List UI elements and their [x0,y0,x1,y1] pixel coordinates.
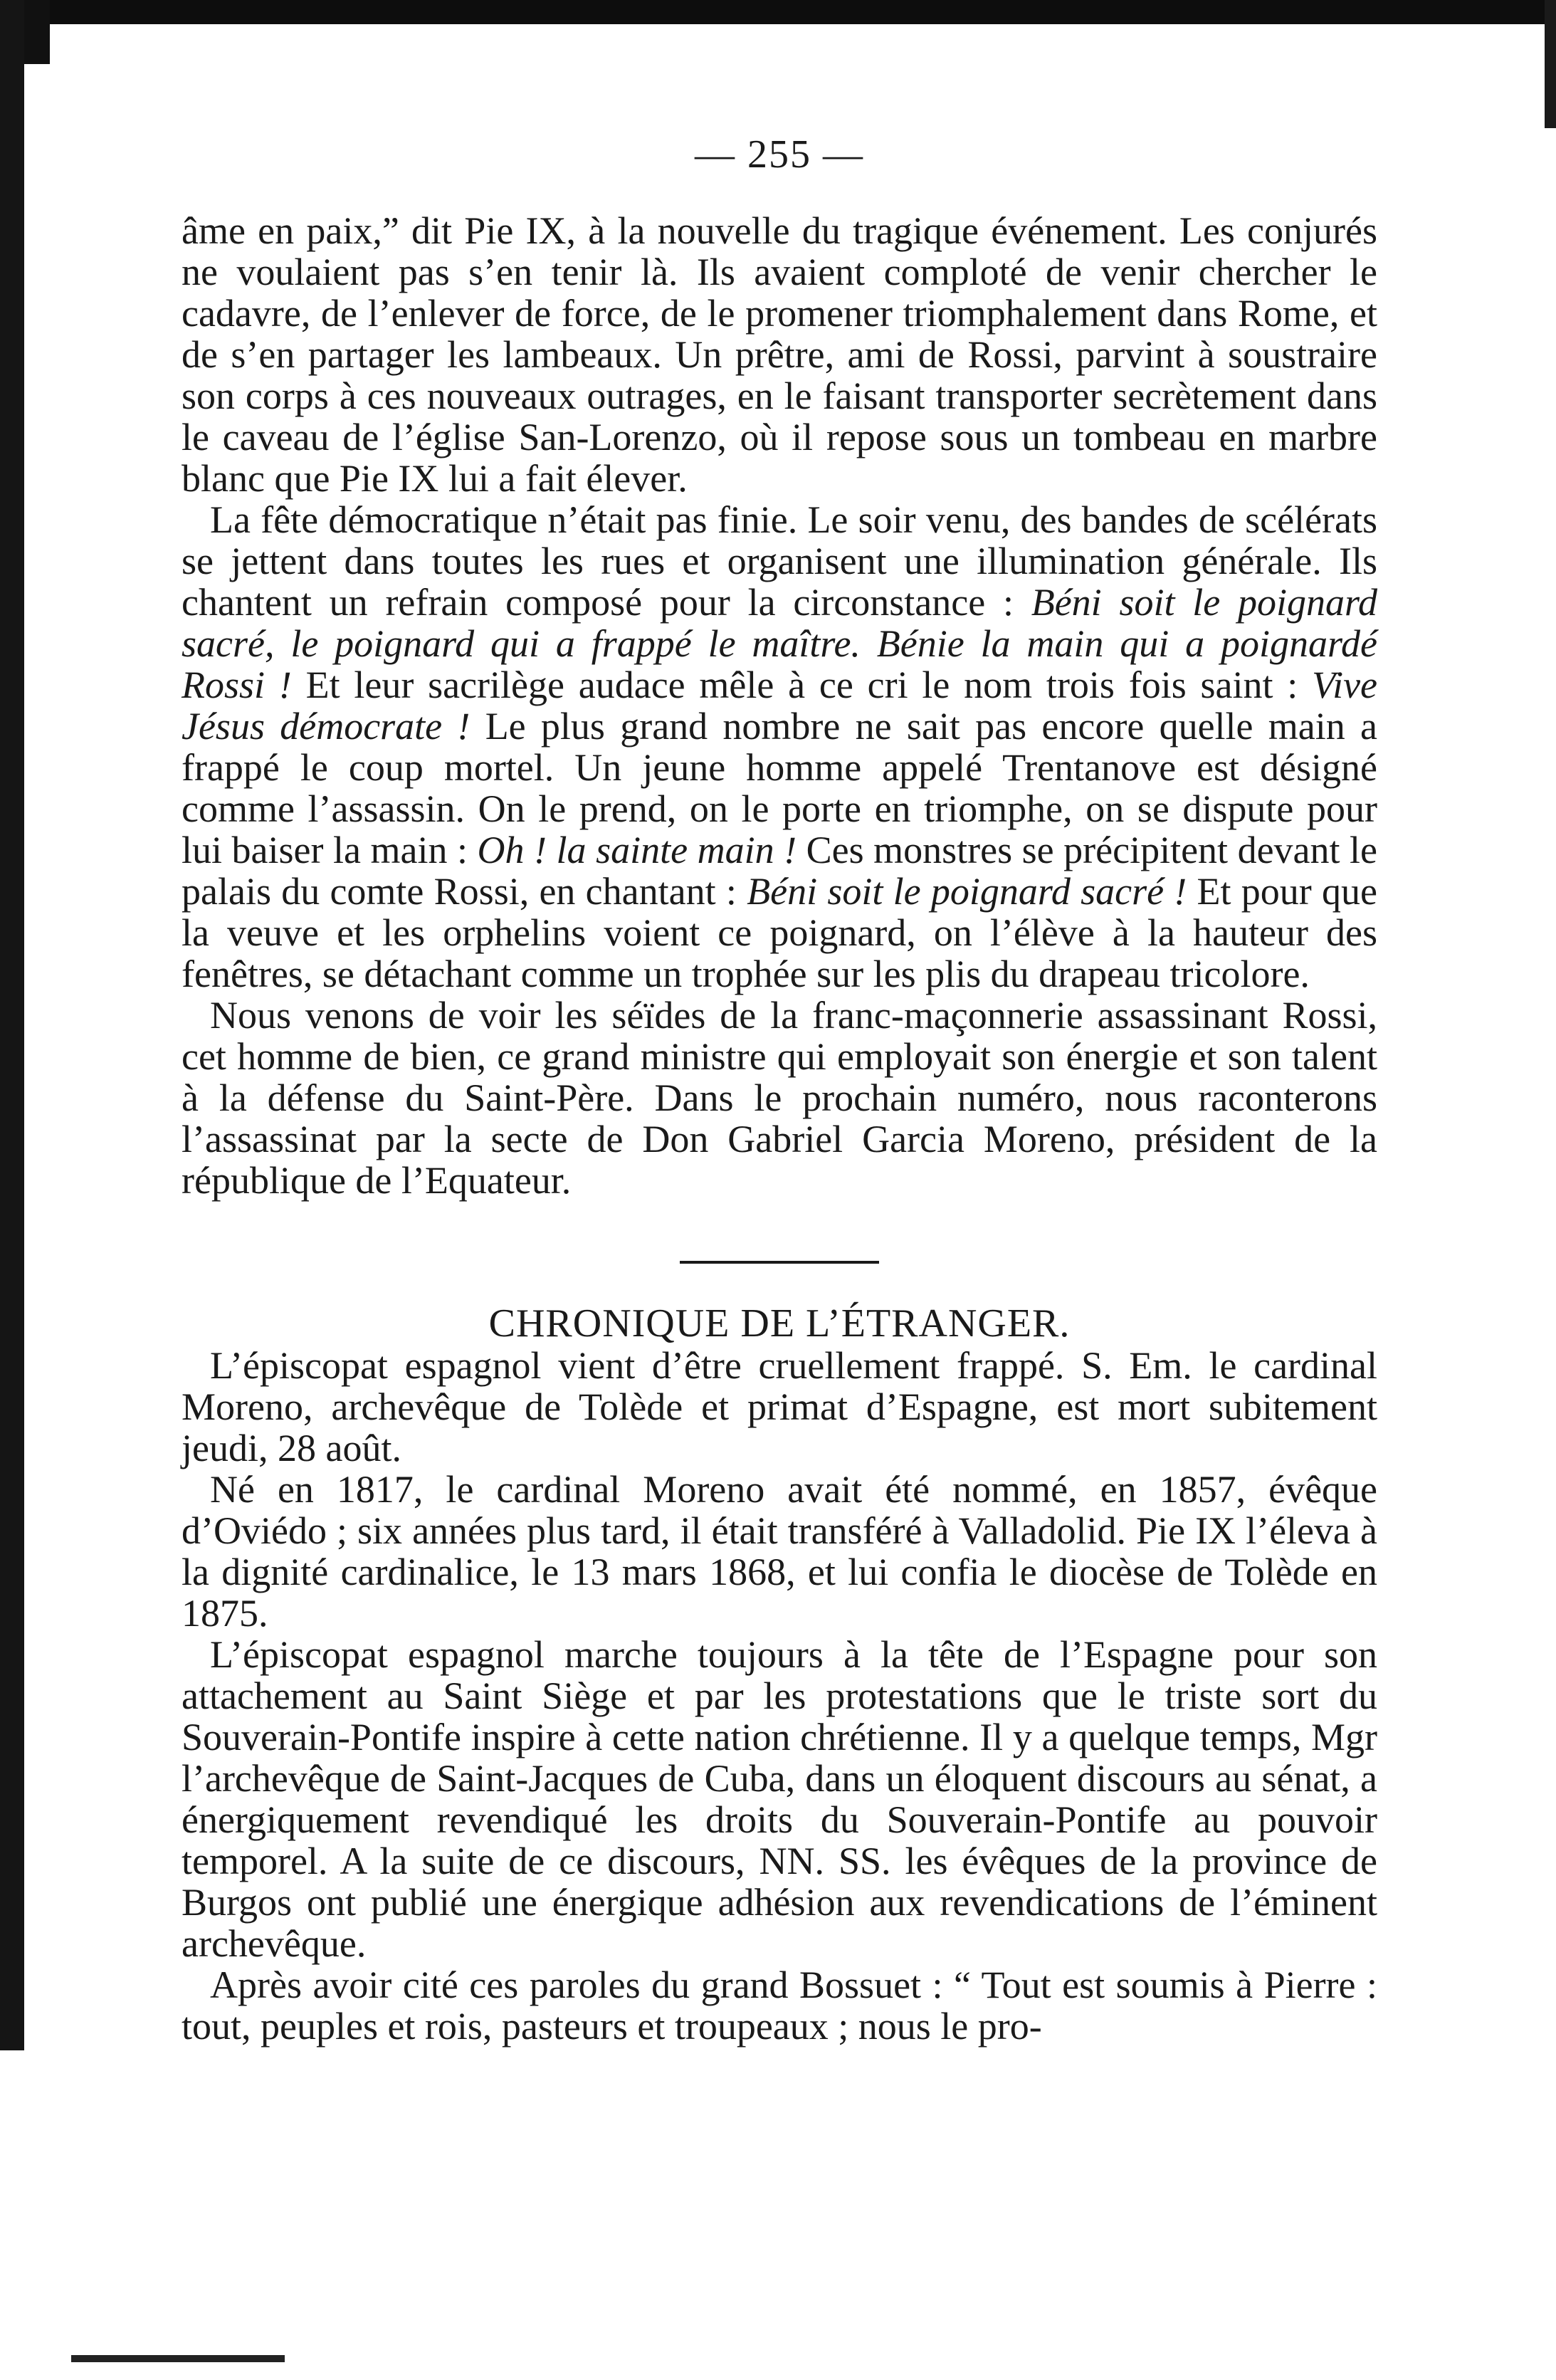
p2-chant-italic: Béni soit le poignard sacré ! [747,870,1187,913]
p2-cry-italic: Vive Jésus démocrate ! [182,664,1378,748]
p2-text-c: Et leur sacrilège audace mêle à ce cri le nom trois fois saint : [291,664,1313,706]
p2-text-g: Ces monstres se précipitent devant le palais du comte Rossi, en chantant : [182,829,1378,913]
article-paragraph-3: Nous venons de voir les séïdes de la franc-maçonnerie assassinant Rossi, cet homme de bien, ce grand ministre qui employait son énergie et son talent à la défense du Saint-Père. Dans le prochain numéro, nous raconterons l’assassinat par la secte de Don Gabriel Garcia Moreno, président de la république de l’Equateur. [182,994,1377,1202]
article-paragraph-1: âme en paix,” dit Pie IX, à la nouvelle du tragique événement. Les conjurés ne voulaient pas s’en tenir là. Ils avaient comploté de venir chercher le cadavre, de l’enlever de force, de le promener triomphalement dans Rome, et de s’en partager les lambeaux. Un prêtre, ami de Rossi, parvint à soustraire son corps à ces nouveaux outrages, en le faisant transporter secrètement dans le caveau de l’église San-Lorenzo, où il repose sous un tombeau en marbre blanc que Pie IX lui a fait élever. [182,209,1377,500]
scan-top-border [0,0,1556,41]
chronique-paragraph-2: Né en 1817, le cardinal Moreno avait été nommé, en 1857, évêque d’Oviédo ; six années plus tard, il était transféré à Valladolid. Pie IX l’éleva à la dignité cardinalice, le 13 mars 1868, et lui confia le diocèse de Tolède en 1875. [182,1468,1377,1635]
scan-right-edge [1545,0,1556,128]
p2-text-e: Le plus grand nombre ne sait pas encore quelle main a frappé le coup mortel. Un jeune homme appelé Trentanove est désigné comme l’assassin. On le prend, on le porte en triomphe, on se dispute pour lui baiser la main : [182,705,1377,871]
p2-text-i: Et pour que la veuve et les orphelins voient ce poignard, on l’élève à la hauteur des fenêtres, se détachant comme un trophée sur les plis du drapeau tricolore. [182,870,1377,995]
article-paragraph-2 [182,499,1377,995]
scan-left-border [0,0,24,2050]
page-body [182,132,1377,2047]
chronique-paragraph-1: L’épiscopat espagnol vient d’être cruellement frappé. S. Em. le cardinal Moreno, archevêque de Tolède et primat d’Espagne, est mort subitement jeudi, 28 août. [182,1344,1377,1469]
p2-text-a: La fête démocratique n’était pas finie. Le soir venu, des bandes de scélérats se jettent dans toutes les rues et organisent une illumination générale. Ils chantent un refrain composé pour la circonstance : [182,498,1377,624]
p2-refrain-italic: Béni soit le poignard sacré, le poignard qui a frappé le maître. Bénie la main qui a poignardé Rossi ! [182,581,1377,706]
section-title: CHRONIQUE DE L’ÉTRANGER. [488,1301,1071,1346]
section-separator [680,1261,879,1264]
scan-bottom-mark [71,2355,285,2362]
chronique-paragraph-3: L’épiscopat espagnol marche toujours à la tête de l’Espagne pour son attachement au Saint Siège et par les protestations que le triste sort du Souverain-Pontife inspire à cette nation chrétienne. Il y a quelque temps, Mgr l’archevêque de Saint-Jacques de Cuba, dans un éloquent discours au sénat, a énergiquement revendiqué les droits du Souverain-Pontife au pouvoir temporel. A la suite de ce discours, NN. SS. les évêques de la province de Burgos ont publié une énergique adhésion aux revendications de l’éminent archevêque. [182,1633,1377,1965]
chronique-paragraph-4: Après avoir cité ces paroles du grand Bossuet : “ Tout est soumis à Pierre : tout, peuples et rois, pasteurs et troupeaux ; nous le pro- [182,1964,1377,2048]
page-number: — 255 — [695,132,864,177]
p2-exclaim-italic: Oh ! la sainte main ! [477,829,797,871]
